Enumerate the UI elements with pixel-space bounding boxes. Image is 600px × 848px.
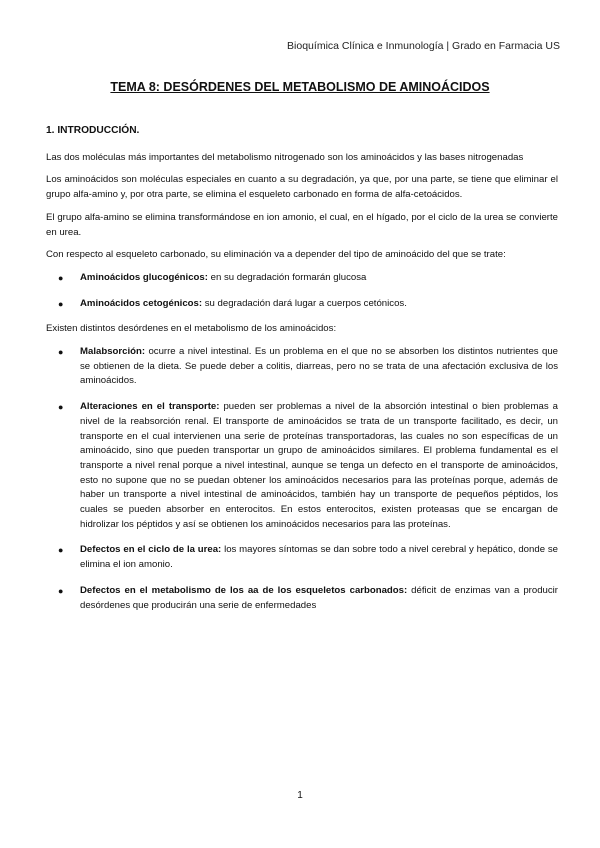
list-item-term: Defectos en el metabolismo de los aa de los esqueletos carbonados:: [80, 584, 408, 596]
bullet-icon: ●: [58, 298, 64, 309]
list-item-term: Aminoácidos glucogénicos:: [80, 271, 208, 283]
bullet-icon: ●: [58, 545, 64, 556]
bullet-icon: ●: [58, 585, 64, 596]
paragraph: Con respecto al esqueleto carbonado, su eliminación va a depender del tipo de aminoácido del que se trate:: [46, 249, 506, 261]
paragraph: Los aminoácidos son moléculas especiales en cuanto a su degradación, ya que, por una parte, se tiene que eliminar el grupo alfa-amino y, por otra parte, se elimina el esqueleto carbonado en forma de alfa-cetoácidos.: [46, 174, 558, 201]
paragraph: Las dos moléculas más importantes del metabolismo nitrogenado son los aminoácidos y las bases nitrogenadas: [46, 151, 524, 163]
list-item: [46, 345, 558, 389]
list-item-text: en su degradación formarán glucosa: [207, 271, 367, 283]
document-title: TEMA 8: DESÓRDENES DEL METABOLISMO DE AMINOÁCIDOS: [110, 80, 490, 94]
list-item-term: Defectos en el ciclo de la urea:: [80, 544, 222, 556]
list-item-text: pueden ser problemas a nivel de la absorción intestinal o bien problemas a nivel de la reabsorción renal. El transporte de aminoácidos se trata de un transporte facilitado, es decir, un transporte en el cual intervienen una serie de proteínas transportadoras, las cuales no son específicas de un aminoácido, sino que pueden transportar un grupo de aminoácidos similares. El problema fundamental es el transporte a nivel renal porque a nivel intestinal, aunque se tenga un defecto en el transporte de aminoácidos, esto no supone que no se puedan obtener los aminoácidos necesarios para las proteínas porque, además de haber un transporte a nivel intestinal de aminoácidos, también hay un transporte de pequeños péptidos, los cuales se pueden absorber en enterocitos. En estos enterocitos, existen proteasas que se encargan de hidrolizar los péptidos y así se obtienen los aminoácidos necesarios para las proteínas.: [80, 401, 558, 530]
list-item: [46, 297, 558, 312]
list-item-text: ocurre a nivel intestinal. Es un problema en el que no se absorben los distintos nutrientes que se obtienen de la dieta. Se puede deber a colitis, diarreas, pero no se trata de una afectación exclusiva de los aminoácidos.: [80, 346, 558, 387]
list-item-text: déficit de enzimas van a producir desórdenes que producirán una serie de enfermedades: [80, 584, 558, 611]
list-item: [46, 400, 558, 532]
bullet-icon: ●: [58, 402, 64, 413]
section-heading: 1. INTRODUCCIÓN.: [46, 125, 140, 136]
list-item-text: los mayores síntomas se dan sobre todo a nivel cerebral y hepático, donde se elimina el ion amonio.: [80, 544, 558, 571]
aminoacid-types-list: [46, 271, 558, 311]
list-item-text: su degradación dará lugar a cuerpos cetónicos.: [202, 297, 407, 309]
document-body: [46, 124, 558, 624]
bullet-icon: ●: [58, 272, 64, 283]
paragraph: Existen distintos desórdenes en el metabolismo de los aminoácidos:: [46, 323, 337, 335]
page-number: 1: [297, 790, 303, 801]
list-item: [46, 543, 558, 572]
list-item-term: Aminoácidos cetogénicos:: [80, 297, 203, 309]
paragraph: El grupo alfa-amino se elimina transformándose en ion amonio, el cual, en el hígado, por el ciclo de la urea se convierte en urea.: [46, 211, 558, 238]
list-item-term: Alteraciones en el transporte:: [80, 401, 220, 413]
bullet-icon: ●: [58, 347, 64, 358]
list-item: [46, 584, 558, 613]
disorders-list: [46, 345, 558, 613]
list-item-term: Malabsorción:: [80, 346, 146, 358]
list-item: [46, 271, 558, 286]
running-header: Bioquímica Clínica e Inmunología | Grado en Farmacia US: [287, 40, 560, 52]
